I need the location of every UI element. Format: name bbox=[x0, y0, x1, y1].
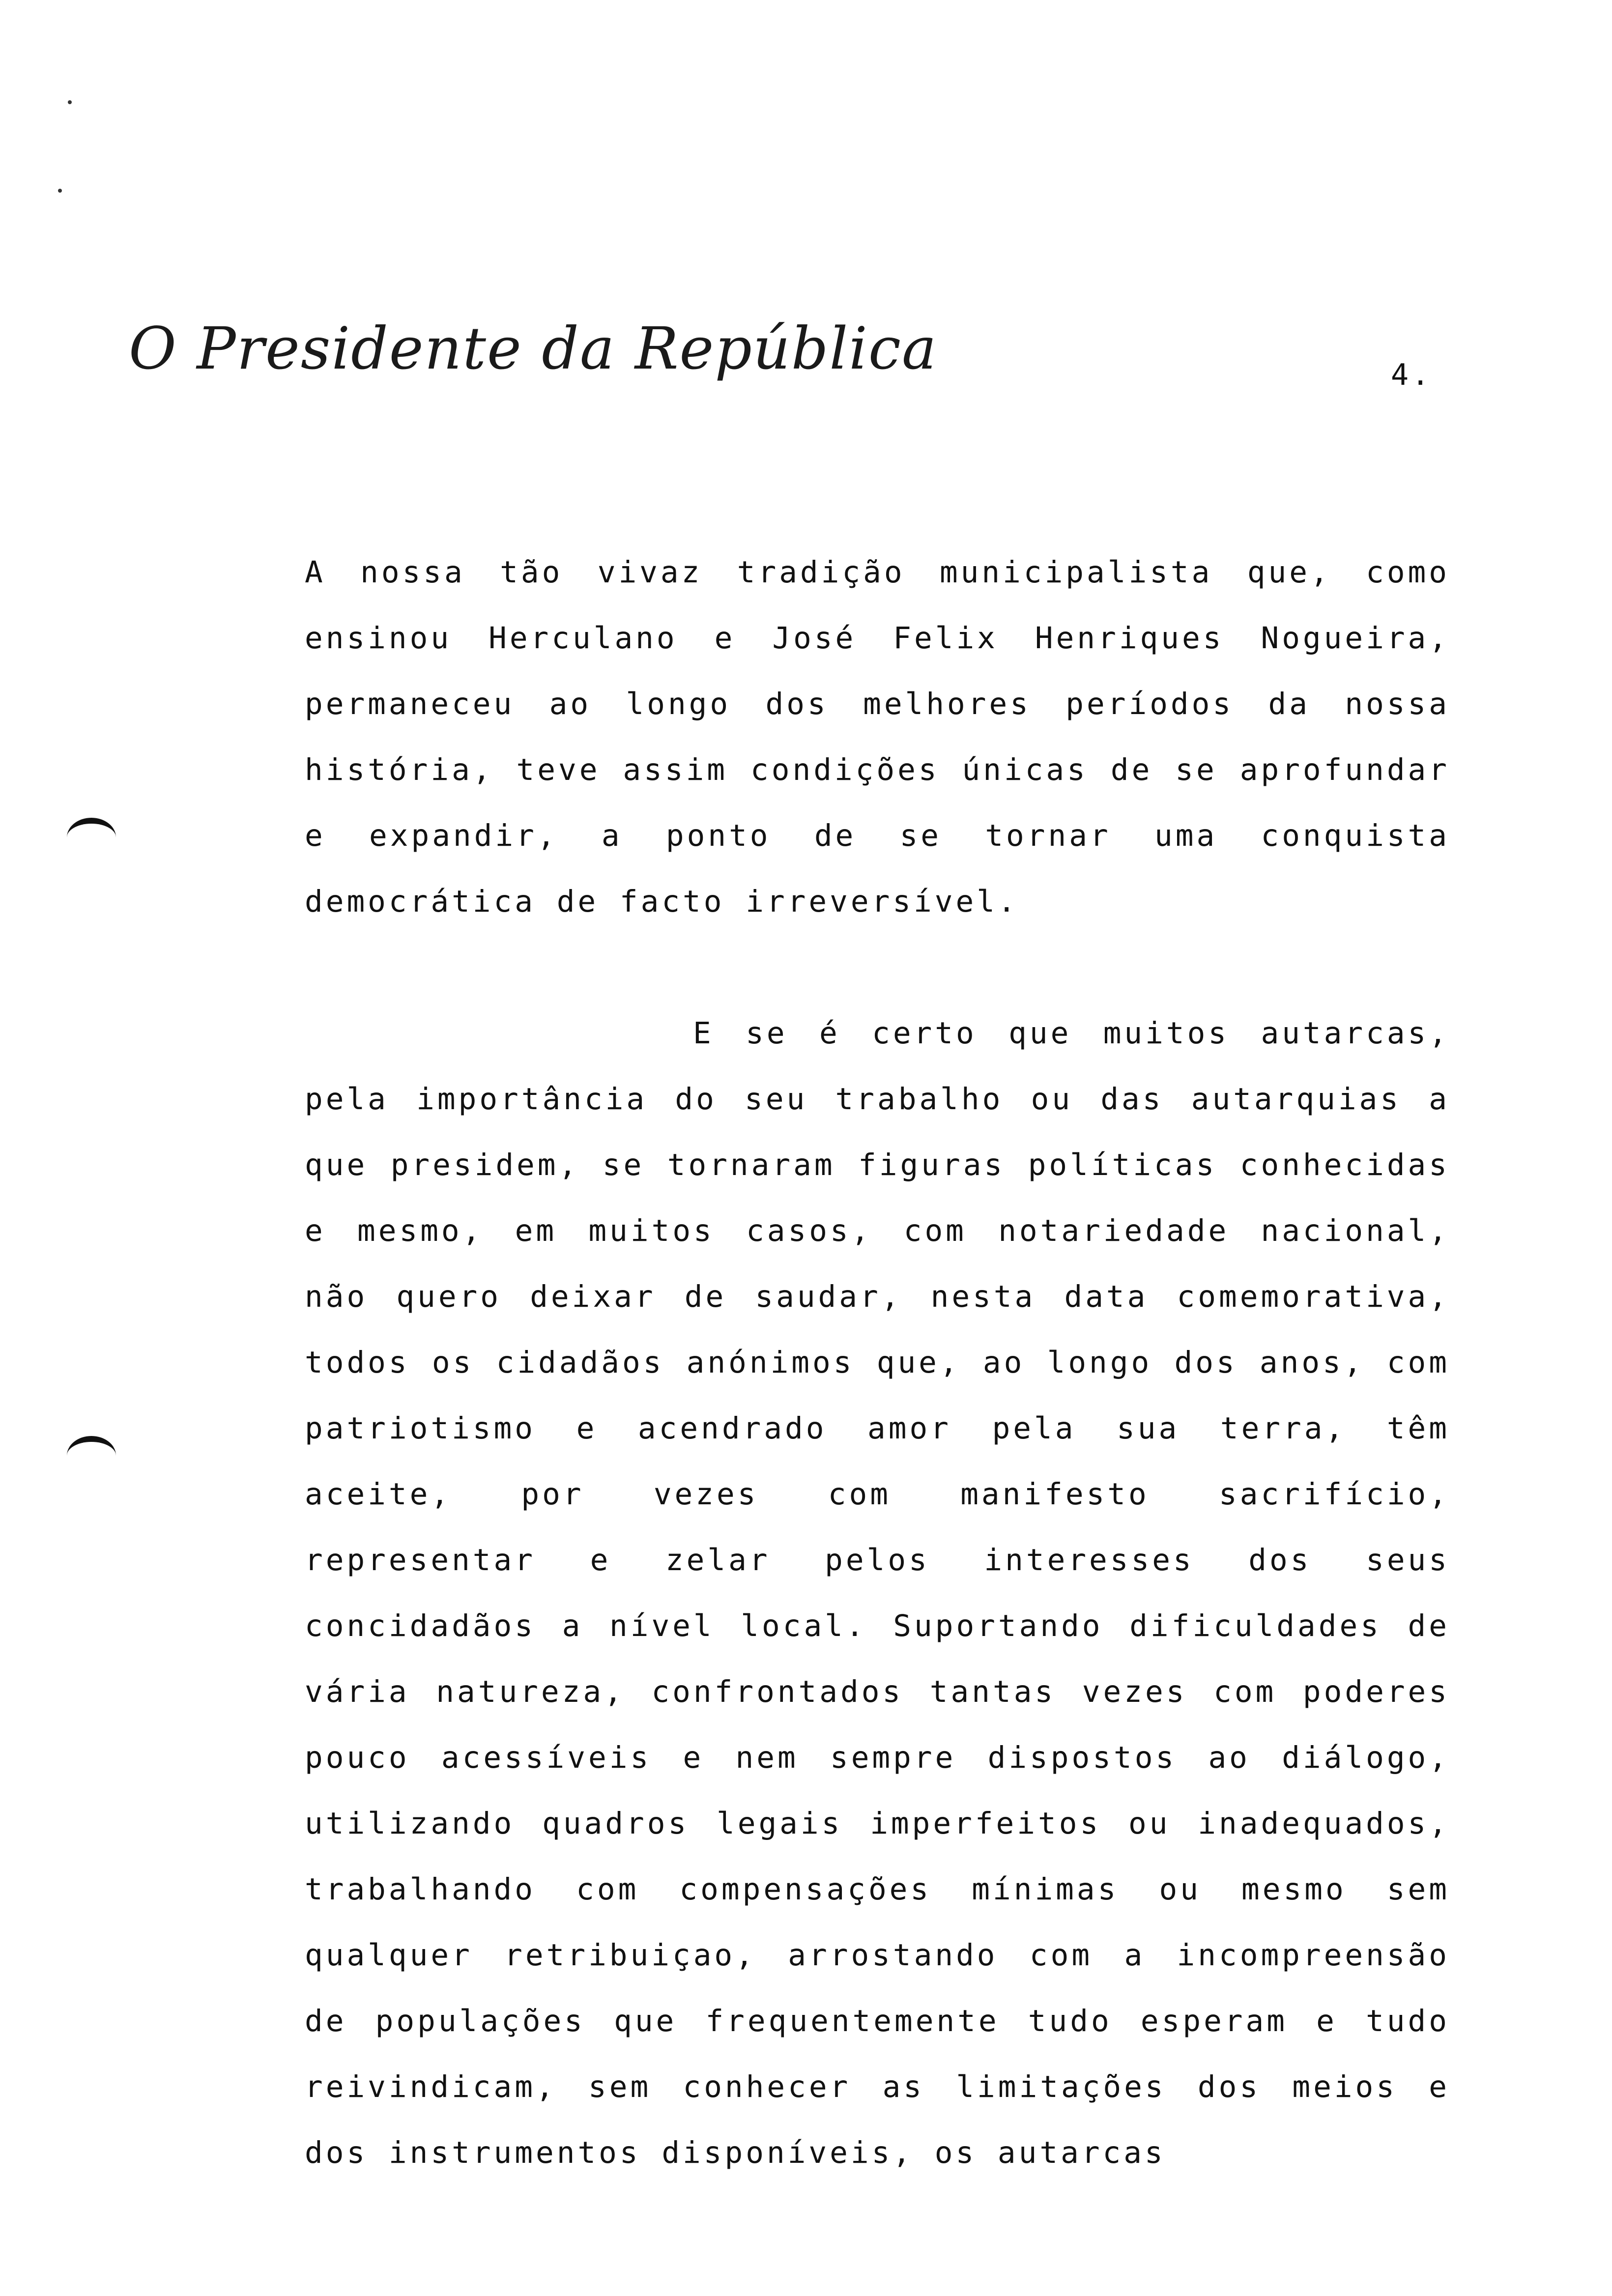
punch-hole-mark bbox=[67, 818, 116, 857]
scan-speck bbox=[68, 100, 72, 104]
paragraph: E se é certo que muitos autarcas, pela importância do seu trabalho ou das autarquias a que presidem, se tornaram figuras políticas conhecidas e mesmo, em muitos casos, com notariedade nacional, não quero deixar de saudar, nesta data comemorativa, todos os cidadãos anónimos que, ao longo dos anos, com patriotismo e acendrado amor pela sua terra, têm aceite, por vezes com manifesto sacrifício, representar e zelar pelos interesses dos seus concidadãos a nível local. Suportando dificuldades de vária natureza, confrontados tantas vezes com poderes pouco acessíveis e nem sempre dispostos ao diálogo, utilizando quadros legais imperfeitos ou inadequados, trabalhando com compensações mínimas ou mesmo sem qualquer retribuiçao, arrostando com a incompreensão de populações que frequentemente tudo esperam e tudo reivindicam, sem conhecer as limitações dos meios e dos instrumentos disponíveis, os autarcas bbox=[305, 1016, 1450, 2170]
letterhead-title: O Presidente da República bbox=[129, 315, 938, 382]
scan-speck bbox=[58, 189, 62, 193]
punch-hole-mark bbox=[67, 1436, 116, 1475]
document-body bbox=[305, 540, 1450, 2186]
page-number: 4. bbox=[1391, 358, 1433, 392]
paragraph: A nossa tão vivaz tradição municipalista que, como ensinou Herculano e José Felix Henriques Nogueira, permaneceu ao longo dos melhores períodos da nossa história, teve assim condições únicas de se aprofundar e expandir, a ponto de se tornar uma conquista democrática de facto irreversível. bbox=[305, 555, 1450, 919]
